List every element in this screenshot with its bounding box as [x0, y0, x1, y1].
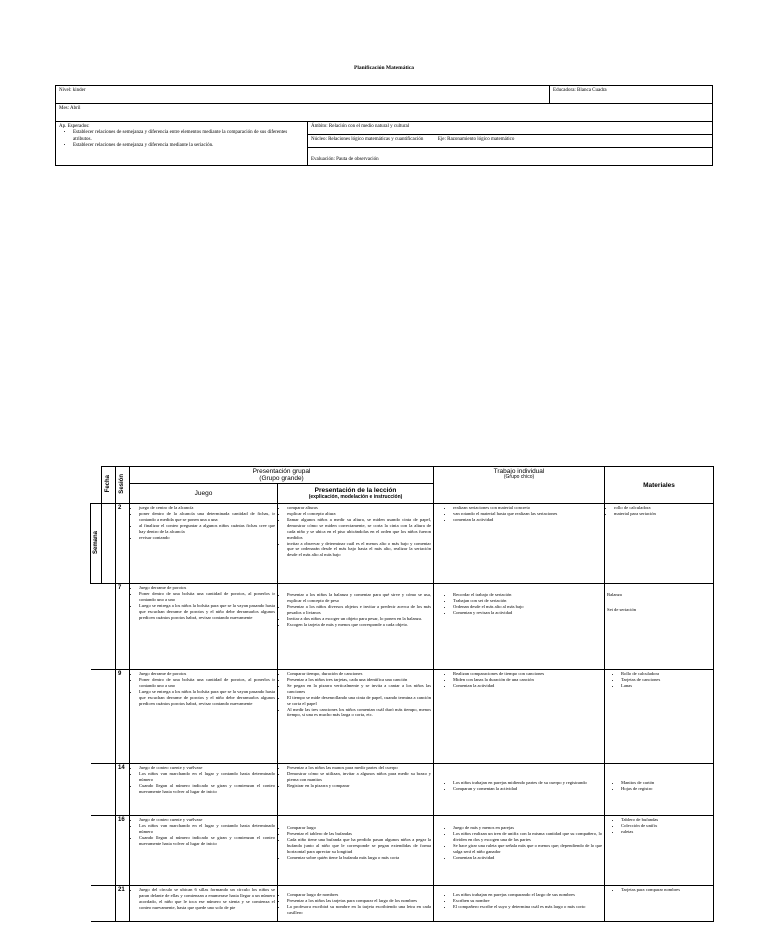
individual-sub: (Grupo chico): [503, 474, 535, 481]
material-text: Balanza: [607, 592, 622, 598]
individual-cell: [434, 886, 605, 922]
list-item: • comentan la actividad: [453, 517, 602, 523]
list-item: • Escriben su nombre: [453, 898, 602, 904]
list-item: • Presentar a los niños las manos para medir partes del cuerpo: [287, 765, 431, 771]
fecha-cell: [102, 504, 116, 584]
aprendizaje-item: • Establecer relaciones de semejanza y diferencia entre elementos mediante la comparación de sus diferentes atributos.: [73, 130, 304, 143]
leccion-cell: [278, 816, 434, 886]
list-item: • Juego de conteo cuente y vuélvase: [139, 817, 275, 823]
mes-cell: Mes: Abril: [56, 104, 713, 122]
individual-cell: [434, 504, 605, 584]
list-item: • Tarjetas de canciones: [621, 677, 711, 683]
table-row: [91, 670, 714, 764]
list-item: • Tarjetas para comparar nombres: [621, 887, 711, 893]
list-item: • Los niños realizan un tren de unifix con la misma cantidad que su compañero, lo dividen en dos y escogen una de las partes: [453, 831, 602, 843]
leccion-sub: (explicación, modelación e instrucción): [308, 493, 403, 500]
materiales-cell: [605, 670, 714, 764]
leccion-cell: [278, 504, 434, 584]
list-item: • Hojas de registro: [621, 786, 711, 792]
sesion-label: Sesión: [119, 474, 126, 494]
table-row: [91, 816, 714, 886]
list-item: • revisar contando: [139, 535, 275, 541]
session-number: 14: [116, 764, 130, 816]
list-item: • ruletas: [621, 829, 711, 835]
grupal-header: [130, 467, 434, 484]
leccion-cell: [278, 584, 434, 670]
list-item: • Juego del círculo se ubican 6 sillas formando un círculo los niños se paran delante de ellas y comienzan a enumerase hasta llegar a un número acordado, el niño que le toca ese número se sienta y se comienza el conteo nuevamente, hasta que quede uno solo de pie: [139, 887, 275, 911]
juego-cell: [130, 816, 278, 886]
fecha-cell: [91, 764, 116, 816]
list-item: • Comentar sobre quién tiene la bufanda más larga o más corta: [287, 855, 431, 861]
list-item: • Invitar a dos niños a escoger un objeto para pesar, lo ponen en la balanza.: [287, 616, 431, 622]
juego-header: Juego: [130, 484, 278, 504]
list-item: • Comparar largo de nombres: [287, 892, 431, 898]
list-item: • El compañero escribe el suyo y determina cuál es más largo o más corto: [453, 904, 602, 910]
individual-cell: [434, 816, 605, 886]
leccion-cell: [278, 764, 434, 816]
session-number: 16: [116, 816, 130, 886]
aprendizaje-item: • Establecer relaciones de semejanza y diferencia mediante la seriación.: [73, 143, 304, 149]
list-item: • Comentan la actividad: [453, 683, 602, 689]
list-item: • Trabajan con set de seriación: [453, 598, 602, 604]
list-item: • van rotando el material hasta que realizan las seriaciones: [453, 511, 602, 517]
list-item: • Presentar a los niños la balanza y comentar para qué sirve y cómo se usa, explicar el concepto de peso: [287, 592, 431, 604]
nucleo-cell: [308, 135, 713, 148]
list-item: • realizan seriaciones con material concreto: [453, 505, 602, 511]
grupal-title: Presentación grupal: [252, 468, 311, 475]
list-item: • Juego de más y menos en parejas: [453, 825, 602, 831]
nucleo-text: Núcleo: Relaciones lógico matemáticas y cuantificación: [311, 137, 424, 142]
sesion-header: [116, 467, 130, 504]
list-item: • Escogen la tarjeta de más y menos que corresponde a cada objeto.: [287, 622, 431, 628]
session-number: 2: [116, 504, 130, 584]
list-item: • Lanas: [621, 683, 711, 689]
leccion-header: [278, 484, 434, 504]
list-item: • Presentar a los niños tres tarjetas, cada una identifica una canción: [287, 677, 431, 683]
table-row: [91, 504, 714, 584]
page-title: Planificación Matemática: [353, 65, 415, 71]
list-item: • Presentar a los niños las tarjetas para comparar el largo de los nombres: [287, 898, 431, 904]
juego-cell: [130, 886, 278, 922]
list-item: • Rollo de calculadora: [621, 671, 711, 677]
table-row: [91, 584, 714, 670]
aprendizajes-cell: [56, 122, 308, 166]
list-item: • Registrar en la pizarra y comparar: [287, 783, 431, 789]
table-row: [91, 886, 714, 922]
list-item: • Miden con lanas la duración de una canción: [453, 677, 602, 683]
list-item: • Juego de conteo cuente y vuélvase: [139, 765, 275, 771]
list-item: • Juego derrame de porotos: [139, 671, 275, 677]
individual-header: [434, 467, 605, 504]
list-item: • Los niños trabajan en parejas midiendo partes de su cuerpo y registrando: [453, 780, 602, 786]
list-item: • Tablero de bufandas: [621, 817, 711, 823]
evaluacion-cell: Evaluación: Pauta de observación: [308, 148, 713, 166]
list-item: • Los niños van marchando en el lugar y contando hasta determinado número: [139, 823, 275, 835]
session-number: 21: [116, 886, 130, 922]
session-number: 7: [116, 584, 130, 670]
list-item: • El tiempo se mide desenrollando una cinta de papel, cuando termina a canción se corta el papel: [287, 695, 431, 707]
eje-text: Eje: Razonamiento lógico matemático: [437, 137, 515, 142]
individual-cell: [434, 670, 605, 764]
leccion-cell: [278, 670, 434, 764]
list-item: • Cada niño tiene una bufanda que ha perdido pasan algunos niños a pegar la bufanda junto al niño que le corresponde se pegan extendidas de forma horizontal para apreciar su longitud: [287, 837, 431, 855]
list-item: • Demostrar cómo se utilizan, invitar a algunos niños para medir su brazo y pierna con manitos: [287, 771, 431, 783]
list-item: • Se hace girar una ruleta que señala más que o menos que; dependiendo de lo que salga será el niño ganador: [453, 843, 602, 855]
list-item: • Comparan y comentan la actividad: [453, 786, 602, 792]
list-item: • Los niños trabajan en parejas comparando el largo de sus nombres: [453, 892, 602, 898]
list-item: • al finalizar el conteo preguntar a algunos niños cuántas fichas cree que hay dentro de la alcancía: [139, 523, 275, 535]
list-item: • Luego se entrega a los niños la bolsita para que se la vayan pasando hasta que escuchan derrame de porotos y el niño debe derramarlos algunos predicen cuántos porotos habrá, revisar contando nuevamente: [139, 689, 275, 707]
fecha-cell: [91, 670, 116, 764]
materiales-header: Materiales: [605, 467, 714, 504]
list-item: • Colección de unifix: [621, 823, 711, 829]
list-item: • poner dentro de la alcancía una determinada cantidad de fichas, ir contando a medida que se ponen una a una: [139, 511, 275, 523]
materiales-cell: [605, 816, 714, 886]
leccion-cell: [278, 886, 434, 922]
fecha-label: Fecha: [105, 475, 112, 493]
list-item: • Manitos de cartón: [621, 780, 711, 786]
fecha-cell: [91, 584, 116, 670]
juego-cell: [130, 764, 278, 816]
list-item: • Juego derrame de porotos: [139, 585, 275, 591]
fecha-cell: [91, 816, 116, 886]
juego-cell: [130, 584, 278, 670]
semana-label: Semana: [93, 531, 99, 555]
materiales-cell: [605, 886, 714, 922]
table-row: [91, 764, 714, 816]
list-item: • Luego se entrega a los niños la bolsita para que se la vayan pasando hasta que escuchan derrame de porotos y el niño debe derramarlos algunos predicen cuántos porotos habrá, revisar contando nuevamente: [139, 603, 275, 621]
materiales-cell: [605, 504, 714, 584]
corner-cell: [91, 467, 102, 504]
materiales-cell: [605, 764, 714, 816]
list-item: • Los niños van marchando en el lugar y contando hasta determinado número: [139, 771, 275, 783]
list-item: • Al medir las tres canciones los niños comentan cuál duró más tiempo, menos tiempo, si una es mucho más larga o corta, etc.: [287, 707, 431, 719]
list-item: • explicar el concepto altura: [287, 511, 431, 517]
session-number: 9: [116, 670, 130, 764]
list-item: • material para seriación: [614, 511, 711, 517]
list-item: • Cuando llegan al número indicado se giran y comienzan el conteo nuevamente hasta volver al lugar de inicio: [139, 835, 275, 847]
list-item: • juego de centro de la alcancía: [139, 505, 275, 511]
list-item: • Poner dentro de una bolsita una cantidad de porotos, al ponerlos ir contando uno a uno: [139, 677, 275, 689]
plan-table: [90, 466, 714, 922]
list-item: • Comparar largo: [287, 825, 431, 831]
juego-cell: [130, 504, 278, 584]
list-item: • Ordenan desde el más alto al más bajo: [453, 604, 602, 610]
semana-cell: [91, 504, 102, 584]
aprendizajes-list: [59, 130, 304, 149]
list-item: • Presentar el tablero de las bufandas: [287, 831, 431, 837]
list-item: • Comentan y revisan la actividad: [453, 610, 602, 616]
juego-cell: [130, 670, 278, 764]
list-item: • Recordar el trabajo de seriación: [453, 592, 602, 598]
list-item: • Se pegan en la pizarra verticalmente y se invita a cantar a los niños las canciones: [287, 683, 431, 695]
individual-cell: [434, 584, 605, 670]
list-item: • rollo de calculadora: [614, 505, 711, 511]
list-item: • La profesora escribirá su nombre en la tarjeta escribiendo una letra en cada casillero: [287, 904, 431, 916]
list-item: • Presentar a los niños diversos objetos e invitar a predecir acerca de los más pesados o livianos: [287, 604, 431, 616]
list-item: • llamar algunos niños a medir su altura, se miden usando cinta de papel, demostrar cómo se miden correctamente, se corta la cinta con la altura de cada niño y se ubica en el piso ubicándolas en el orden que los niños fueron medidos: [287, 517, 431, 541]
nivel-cell: Nivel: kinder: [56, 86, 550, 104]
list-item: • invitar a observar y determinar cuál es el menos alto o más bajo y comentar que se ordenarán desde el más bajo hasta el más alto, realizar la seriación desde el más alto al más bajo: [287, 541, 431, 559]
list-item: • comparar alturas: [287, 505, 431, 511]
list-item: • Cuando llegan al número indicado se giran y comienzan el conteo nuevamente hasta volver al lugar de inicio: [139, 783, 275, 795]
educadora-cell: Educadora: Blanca Cuadra: [550, 86, 713, 104]
list-item: • Comparar tiempo, duración de canciones: [287, 671, 431, 677]
individual-cell: [434, 764, 605, 816]
leccion-title: Presentación de la lección: [314, 487, 397, 495]
individual-title: Trabajo individual: [493, 468, 545, 475]
header-table: [55, 85, 713, 166]
fecha-header: [102, 467, 116, 504]
materiales-cell: [605, 584, 714, 670]
list-item: • Poner dentro de una bolsita una cantidad de porotos, al ponerlos ir contando uno a uno: [139, 591, 275, 603]
ambito-cell: Ámbito: Relación con el medio natural y cultural: [308, 122, 713, 135]
grupal-sub: (Grupo grande): [259, 475, 304, 483]
list-item: • Realizan comparaciones de tiempo con canciones: [453, 671, 602, 677]
fecha-cell: [91, 886, 116, 922]
list-item: • Comentan la actividad: [453, 855, 602, 861]
material-text: Set de seriación: [607, 607, 637, 613]
ap-label: Ap. Esperados:: [59, 124, 90, 129]
